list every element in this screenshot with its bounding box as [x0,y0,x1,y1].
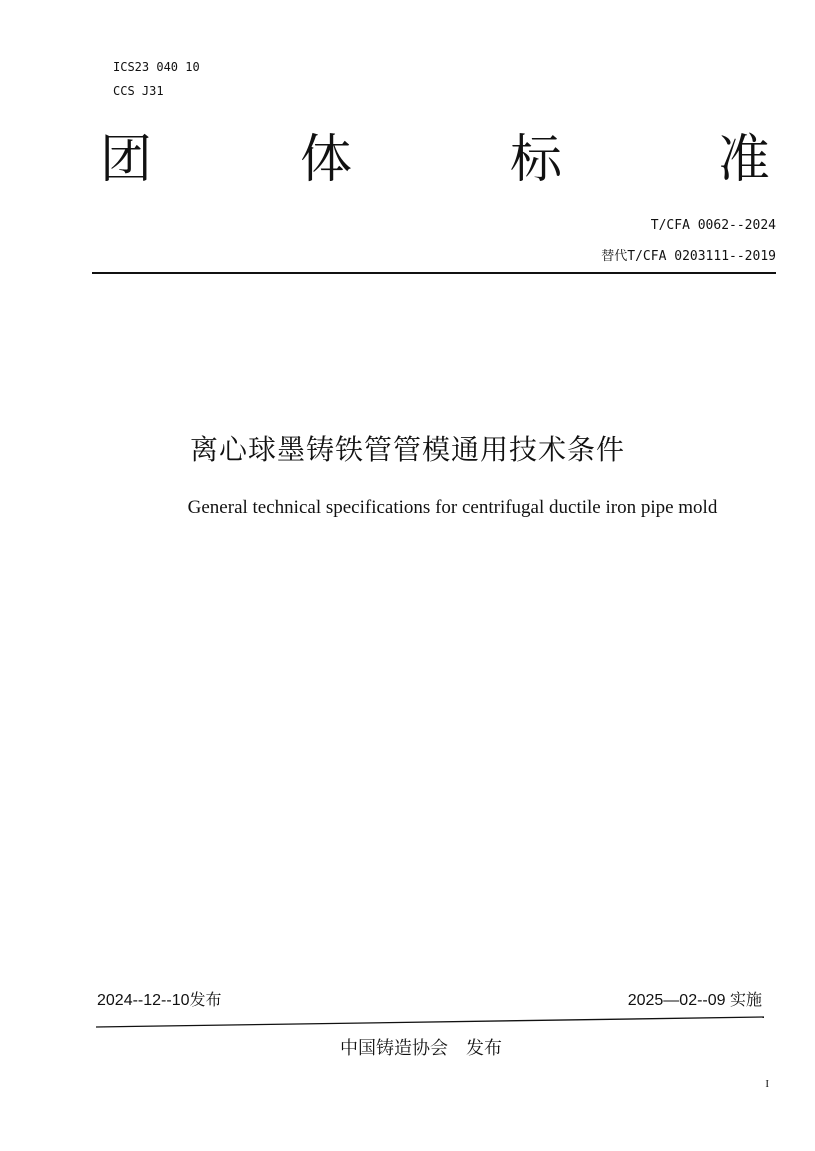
document-title-english: General technical specifications for centrifugal ductile iron pipe mold [187,497,718,518]
category-char-1: 团 [100,130,153,190]
replaces-standard: 替代T/CFA 0203111--2019 [601,249,776,264]
page-number: I [765,1078,769,1090]
category-char-3: 标 [510,130,563,190]
standard-number: T/CFA 0062--2024 [650,218,776,233]
publish-date: 2024--12--10发布 [97,992,222,1009]
category-char-2: 体 [300,130,353,190]
footer-divider [96,1015,764,1033]
document-title-chinese: 离心球墨铸铁管管模通用技术条件 [189,433,625,466]
publisher: 中国铸造协会 发布 [340,1038,502,1059]
header-divider [92,272,776,274]
ics-code: ICS23 040 10 [113,60,200,74]
ccs-code: CCS J31 [113,84,164,98]
category-char-4: 准 [718,130,771,190]
effective-date: 2025—02--09 实施 [627,992,762,1009]
